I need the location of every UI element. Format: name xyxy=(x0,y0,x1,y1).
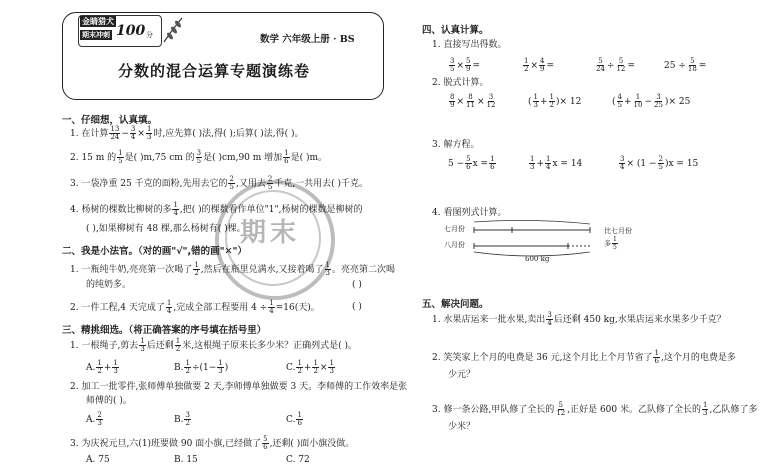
q5-3: 3. 修一条公路,甲队修了全长的 $\frac{5}{12}$ ,正好是 600 米。乙队修了全长的 $\frac{1}{3}$ ,乙队修了多 xyxy=(432,401,758,417)
q5-1: 1. 水果店运来一批水果,卖出 $\frac{3}{4}$ 后还剩 450 kg,水果店运来水果多少千克？ xyxy=(432,311,726,327)
subject-label: 数学 六年级上册 · BS xyxy=(260,34,355,45)
q4-1-eq-4: 25 ÷ $\frac{5}{18}$ = xyxy=(664,57,707,73)
q4-2-expr-1: $\frac{8}{9}$ × $\frac{8}{11}$ × $\frac{3}{12}$ xyxy=(450,93,496,109)
q1-1: 1. 在计算 $\frac{13}{24}$ − $\frac{3}{4}$ × $\frac{1}{3}$ 时,应先算( )法,得( );后算( )法,得( )。 xyxy=(70,125,304,141)
q4-1-title: 1. 直接写出得数。 xyxy=(432,40,507,50)
q3-2-option-a[interactable]: A. $\frac{2}{3}$ xyxy=(86,411,102,427)
q3-3-option-c[interactable]: C. 72 xyxy=(286,455,310,465)
q4-1-eq-2: $\frac{1}{2}$ × $\frac{4}{9}$ = xyxy=(524,57,555,73)
q1-4-cont: ( ),如果柳树有 48 棵,那么杨树有( )棵。 xyxy=(86,224,246,234)
q2-1: 1. 一瓶纯牛奶,亮亮第一次喝了 $\frac{1}{2}$ ,然后在瓶里兑满水,又接着喝了 $\frac{1}{3}$ 。亮亮第二次喝 xyxy=(70,261,395,277)
q4-2-expr-3: ( $\frac{4}{5}$ + $\frac{1}{10}$ − $\frac{3}{25}$ )× 25 xyxy=(612,93,691,109)
q3-1: 1. 一根绳子,剪去 $\frac{1}{3}$ 后还剩 $\frac{1}{2}$ 米,这根绳子原来长多少米？正确列式是( )。 xyxy=(70,337,358,353)
q3-1-option-c[interactable]: C. $\frac{1}{2}$ + $\frac{1}{2}$ × $\frac{1}{3}$ xyxy=(286,359,334,375)
q3-3: 3. 为庆祝元旦,六(1)班要做 90 面小旗,已经做了 $\frac{5}{6}$ ,还剩( )面小旗没做。 xyxy=(70,435,355,451)
q3-3-option-a[interactable]: A. 75 xyxy=(86,455,110,465)
q4-2-expr-2: ( $\frac{1}{3}$ + $\frac{1}{2}$ )× 12 xyxy=(528,93,582,109)
section-2-title: 二、我是小法官。（对的画"√",错的画"✕"） xyxy=(62,246,247,257)
q3-1-option-b[interactable]: B. $\frac{1}{2}$ ÷(1− $\frac{1}{3}$ ) xyxy=(174,359,229,375)
q5-2-cont: 少元？ xyxy=(448,370,476,380)
laurel-icon xyxy=(160,16,186,44)
q4-1-eq-3: $\frac{5}{24}$ ÷ $\frac{5}{12}$ = xyxy=(596,57,635,73)
diagram-top-label: 七月份 xyxy=(444,225,465,233)
q1-2: 2. 15 m 的 $\frac{1}{5}$ 是( )m,75 cm 的 $\frac{3}{5}$ 是( )cm,90 m 增加 $\frac{1}{6}$ 是( )m。 xyxy=(70,149,328,165)
score-value: 100 xyxy=(116,23,146,39)
section-3-title: 三、精挑细选。（将正确答案的序号填在括号里） xyxy=(62,325,267,336)
q3-3-option-b[interactable]: B. 15 xyxy=(174,455,198,465)
q3-2-option-c[interactable]: C. $\frac{1}{6}$ xyxy=(286,411,302,427)
diagram-bottom-label: 八月份 xyxy=(444,241,465,249)
q4-1-eq-1: $\frac{3}{5}$ × $\frac{5}{9}$ = xyxy=(450,57,481,73)
diagram-side-label: 比七月份 xyxy=(604,227,632,235)
q1-4: 4. 杨树的棵数比柳树的多 $\frac{1}{4}$ ,把( )的棵数看作单位"1",杨树的棵数是柳树的 xyxy=(70,201,363,217)
q4-3-title: 3. 解方程。 xyxy=(432,140,480,150)
q3-2-cont: 师傅的( )。 xyxy=(86,396,132,406)
badge-top-label: 金睛猎犬 xyxy=(82,17,114,26)
q4-3-eq-2: $\frac{1}{3}$ + $\frac{1}{4}$ x = 14 xyxy=(530,155,583,171)
q3-2-option-b[interactable]: B. $\frac{3}{2}$ xyxy=(174,411,190,427)
badge-bottom-label: 期末冲刺 xyxy=(82,31,110,39)
q5-3-cont: 少米？ xyxy=(448,422,476,432)
q5-2: 2. 笑笑家上个月的电费是 36 元,这个月比上个月节省了 $\frac{1}{6}$ ,这个月的电费是多 xyxy=(432,349,736,365)
stamp-text: 期末 xyxy=(240,218,301,248)
q3-1-option-a[interactable]: A. $\frac{1}{2}$ + $\frac{1}{3}$ xyxy=(86,359,118,375)
q2-2: 2. 一件工程,4 天完成了 $\frac{1}{4}$ ,完成全部工程要用 4 ÷ $\frac{1}{4}$ =16(天)。 xyxy=(70,299,320,315)
q1-3: 3. 一袋净重 25 千克的面粉,先用去它的 $\frac{2}{5}$ ,又用去 $\frac{2}{5}$ 千克,一共用去( )千克。 xyxy=(70,175,369,191)
section-5-title: 五、解决问题。 xyxy=(422,299,489,310)
diagram-total-label: 600 kg xyxy=(525,255,550,263)
q4-3-eq-1: 5 − $\frac{5}{6}$ x = $\frac{1}{6}$ xyxy=(448,155,495,171)
q4-3-eq-3: $\frac{3}{4}$ × (1 − $\frac{2}{5}$ )x = 15 xyxy=(620,155,699,171)
q2-1-cont: 的纯奶多。 xyxy=(86,280,132,290)
q4-2-title: 2. 脱式计算。 xyxy=(432,78,489,88)
score-unit: 分 xyxy=(146,31,153,39)
page-title: 分数的混合运算专题演练卷 xyxy=(118,62,311,80)
q3-2: 2. 加工一批零件,张师傅单独做要 2 天,李师傅单独做要 3 天。李师傅的工作效率是张 xyxy=(70,382,408,392)
q2-1-answer-blank[interactable]: ( ) xyxy=(352,280,362,290)
q2-2-answer-blank[interactable]: ( ) xyxy=(352,302,362,312)
section-1-title: 一、仔细想，认真填。 xyxy=(62,115,158,126)
q4-4-title: 4. 看图列式计算。 xyxy=(432,208,507,218)
section-4-title: 四、认真计算。 xyxy=(422,25,489,36)
diagram-side-fraction: 多 $\frac{1}{5}$ xyxy=(604,236,617,251)
